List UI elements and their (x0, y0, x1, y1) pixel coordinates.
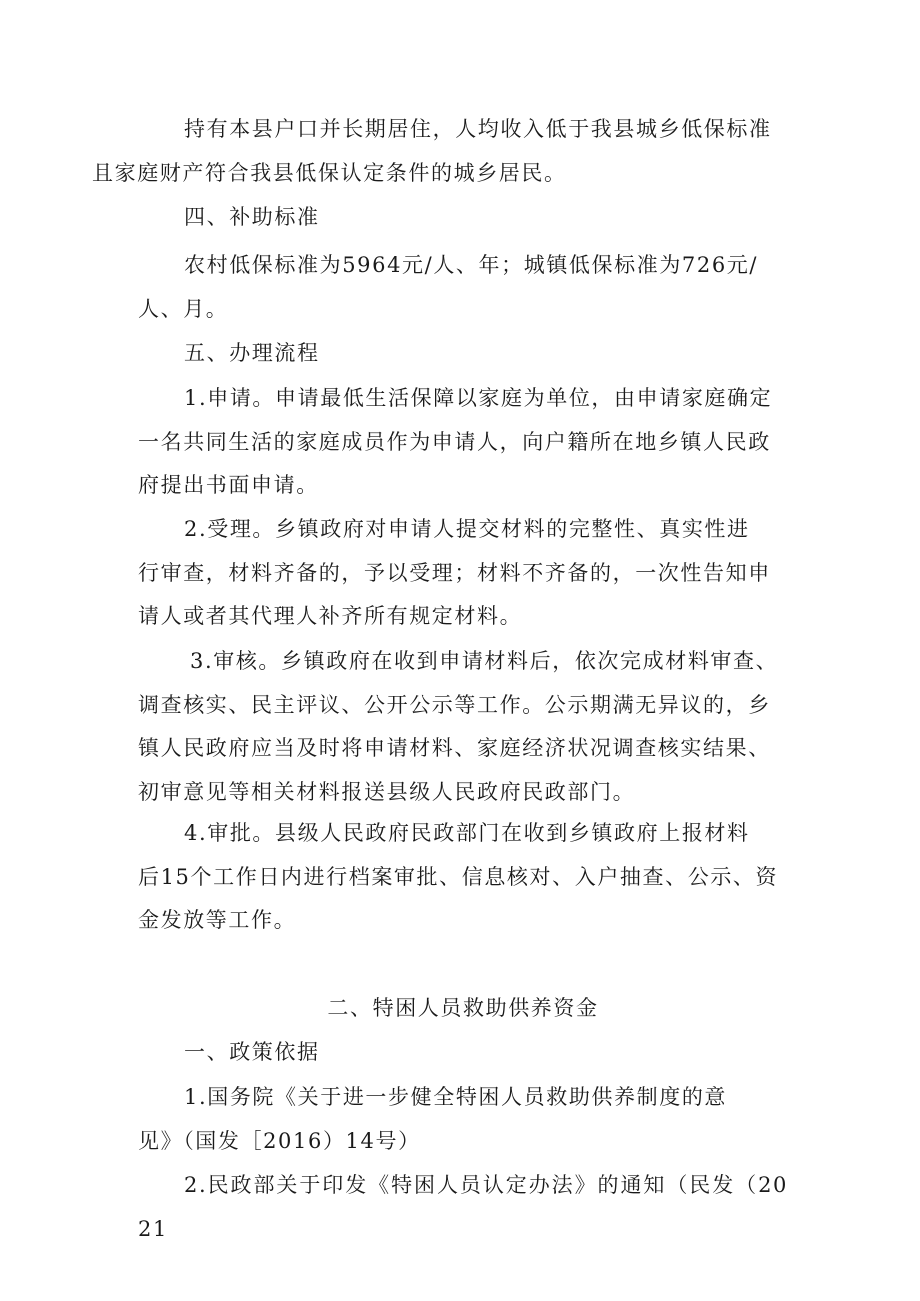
paragraph-policy-1 (138, 1076, 788, 1163)
text-line: 4.审批。县级人民政府民政部门在收到乡镇政府上报材料 (184, 821, 750, 845)
text-line: 镇人民政府应当及时将申请材料、家庭经济状况调查核实结果、 (138, 736, 771, 760)
heading-policy-basis: 一、政策依据 (184, 1040, 320, 1064)
text-line: 府提出书面申请。 (138, 473, 319, 497)
section-title: 二、特困人员救助供养资金 (327, 996, 599, 1020)
text-line: 行审查，材料齐备的，予以受理；材料不齐备的，一次性告知申 (138, 560, 771, 585)
paragraph-step-approve (138, 812, 788, 943)
text-line: 2.民政部关于印发《特困人员认定办法》的通知（民发（2021 (138, 1173, 788, 1241)
text-line: 持有本县户口并长期居住，人均收入低于我县城乡低保标准 (184, 117, 772, 141)
paragraph-step-apply (138, 377, 788, 508)
paragraph-step-review (138, 640, 788, 814)
text-line: 1.国务院《关于进一步健全特困人员救助供养制度的意 (184, 1085, 728, 1109)
paragraph-subsidy-standard (138, 244, 788, 331)
text-line: 后15个工作日内进行档案审批、信息核对、入户抽查、公示、资 (138, 864, 779, 889)
paragraph-step-accept (138, 508, 788, 639)
heading-process: 五、办理流程 (184, 341, 320, 365)
text-line: 见》（国发［2016）14号） (138, 1128, 421, 1153)
text-line: 2.受理。乡镇政府对申请人提交材料的完整性、真实性进 (184, 517, 750, 541)
text-line: 3.审核。乡镇政府在收到申请材料后，依次完成材料审查、 (190, 649, 779, 673)
heading-subsidy-standard: 四、补助标准 (184, 205, 320, 229)
paragraph-policy-2 (138, 1164, 788, 1251)
text-line: 请人或者其代理人补齐所有规定材料。 (138, 604, 523, 628)
text-line: 调查核实、民主评议、公开公示等工作。公示期满无异议的，乡 (138, 692, 771, 717)
text-line: 农村低保标准为5964元/人、年；城镇低保标准为726元/ (184, 253, 759, 277)
paragraph-eligibility (92, 108, 788, 195)
text-line: 且家庭财产符合我县低保认定条件的城乡居民。 (92, 160, 567, 185)
text-line: 1.申请。申请最低生活保障以家庭为单位，由申请家庭确定 (184, 386, 773, 410)
text-line: 初审意见等相关材料报送县级人民政府民政部门。 (138, 779, 636, 804)
text-line: 人、月。 (138, 296, 229, 321)
text-line: 金发放等工作。 (138, 908, 297, 932)
text-line: 一名共同生活的家庭成员作为申请人，向户籍所在地乡镇人民政 (138, 429, 771, 454)
